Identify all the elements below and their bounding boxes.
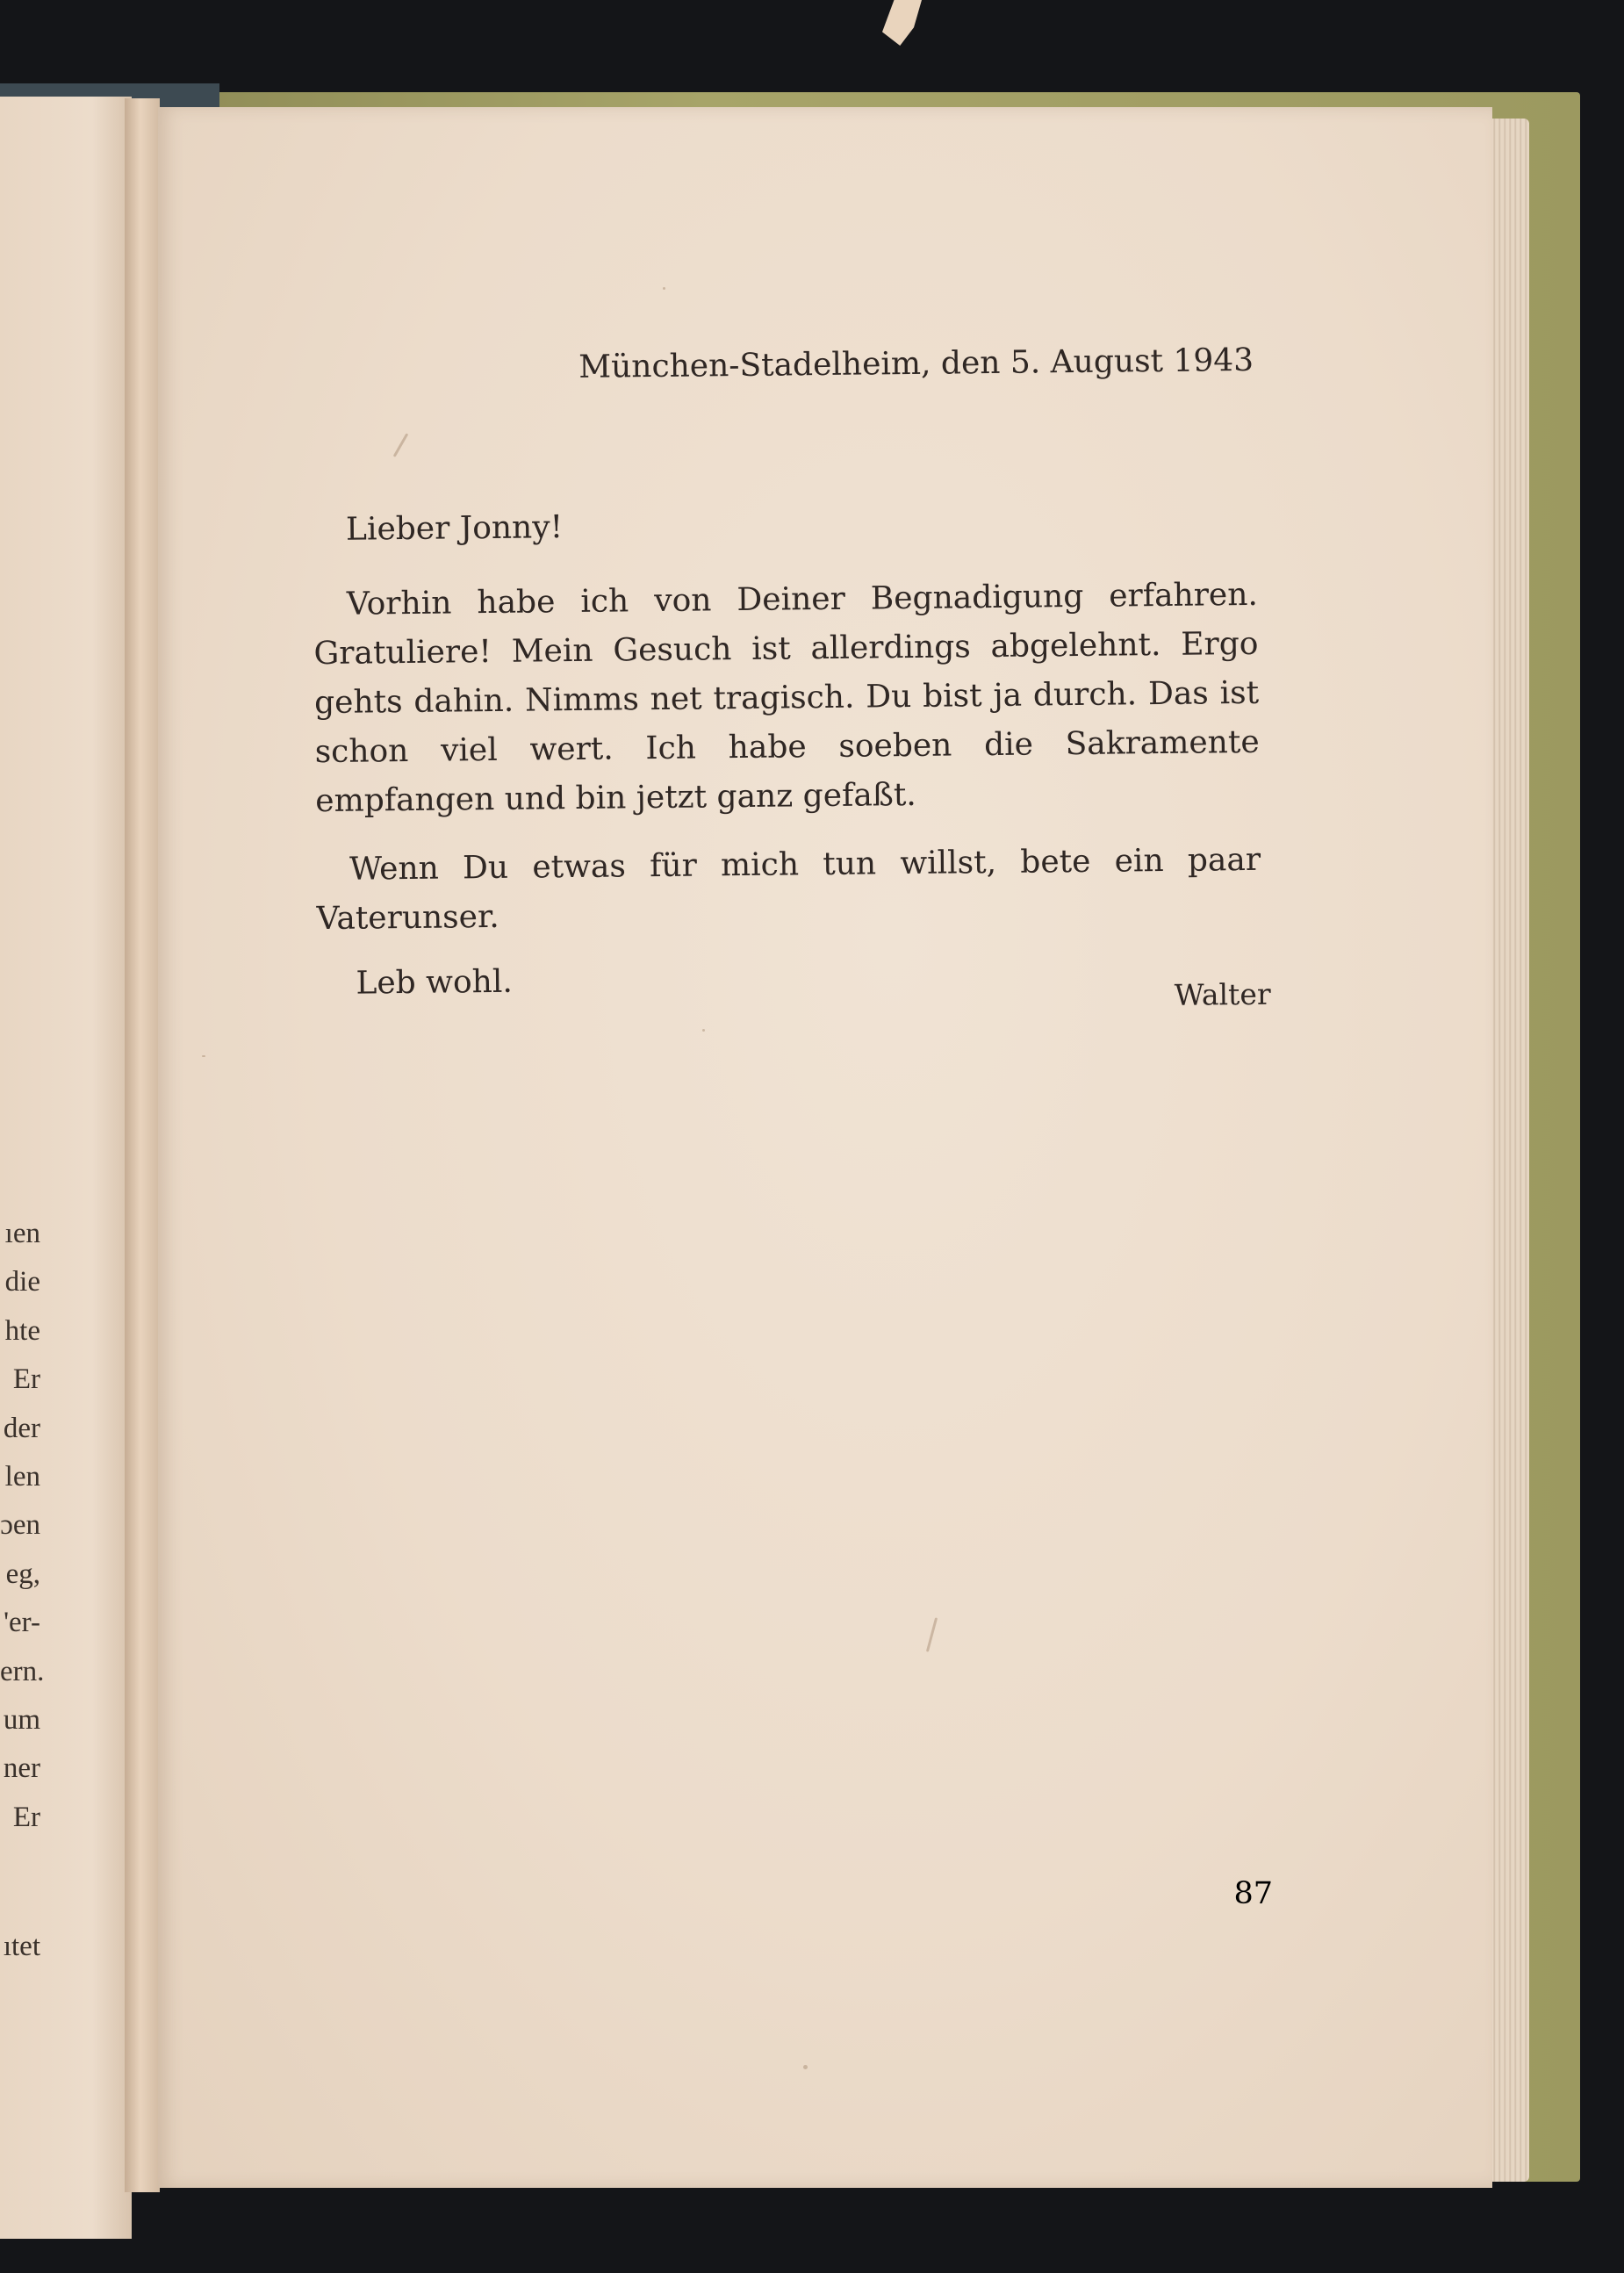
left-fragment: len — [4, 1460, 40, 1493]
left-fragment: ıen — [4, 1218, 40, 1249]
paragraph-text: Wenn Du etwas für mich tun willst, bete ein paar Vaterunser. — [316, 841, 1261, 938]
letter-paragraph — [313, 571, 1261, 826]
left-fragment: die — [4, 1266, 40, 1298]
letter-closing: Leb wohl. — [356, 963, 514, 1002]
page-number: 87 — [1233, 1876, 1273, 1911]
book-gutter — [125, 98, 160, 2192]
left-fragment: 'er- — [4, 1607, 40, 1639]
left-fragment: ner — [3, 1752, 40, 1785]
letter-signature: Walter — [1174, 976, 1271, 1012]
paper-scrap — [882, 0, 922, 46]
letter — [154, 100, 1510, 2195]
letter-paragraph — [316, 836, 1261, 944]
left-fragment: ɔen — [0, 1509, 40, 1542]
left-fragment: hte — [4, 1314, 40, 1347]
left-fragment: ern. — [0, 1655, 45, 1687]
blank-line — [0, 1842, 40, 1923]
letter-salutation: Lieber Jonny! — [345, 509, 564, 548]
right-page — [158, 107, 1492, 2188]
left-fragment: Er — [12, 1801, 40, 1833]
letter-dateline: München-Stadelheim, den 5. August 1943 — [578, 342, 1254, 385]
left-fragment: eg, — [5, 1557, 40, 1590]
paragraph-text: Vorhin habe ich von Deiner Begnadigung erfahren. Gratuliere! Mein Gesuch ist allerdings abgelehnt. Ergo gehts dahin. Nimms net tragisch. Du bist ja durch. Das ist schon viel wert. Ich habe soeben die Sakramente empfangen und bin jetzt ganz gefaßt. — [313, 576, 1260, 820]
left-fragment: Er — [12, 1363, 40, 1396]
left-fragment: um — [3, 1703, 40, 1736]
left-fragment: der — [3, 1412, 40, 1444]
left-page-text-fragments — [0, 1210, 45, 1971]
left-fragment: ıtet — [3, 1931, 40, 1963]
left-page — [0, 97, 132, 2239]
